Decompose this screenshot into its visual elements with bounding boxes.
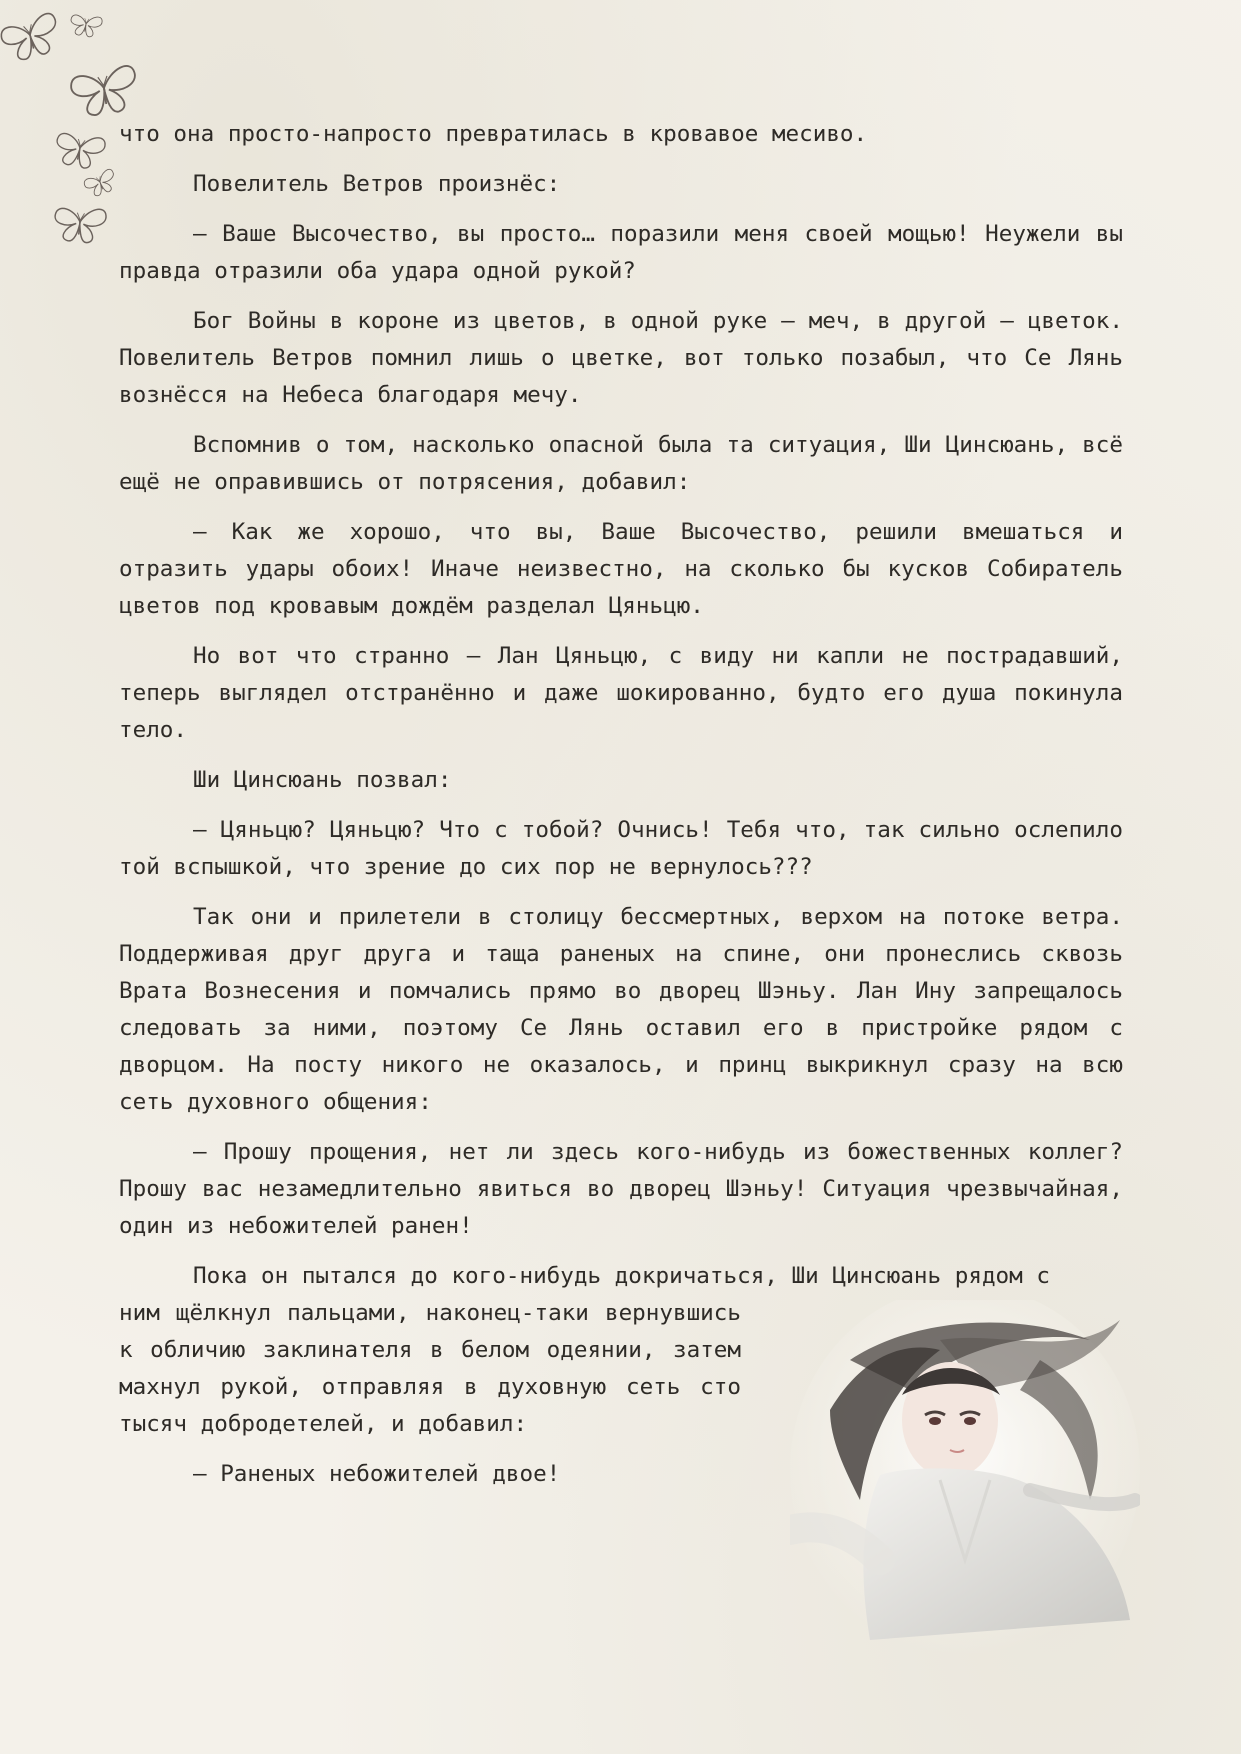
paragraph: Но вот что странно — Лан Цяньцю, с виду ни капли не пострадавший, теперь выглядел отстранённо и даже шокированно, будто его душа покинула тело. — [119, 643, 1123, 743]
paragraph: Бог Войны в короне из цветов, в одной руке — меч, в другой — цветок. Повелитель Ветров помнил лишь о цветке, вот только позабыл, что Се Лянь вознёсся на Небеса благодаря мечу. — [119, 308, 1123, 408]
paragraph: ним щёлкнул пальцами, наконец-таки вернувшись к обличию заклинателя в белом одеянии, затем махнул рукой, отправляя в духовную сеть сто тысяч добродетелей, и добавил: — [119, 1300, 741, 1437]
butterfly-icon — [53, 205, 107, 245]
paragraph: — Как же хорошо, что вы, Ваше Высочество, решили вмешаться и отразить удары обоих! Иначе неизвестно, на сколько бы кусков Собиратель цветов под кровавым дождём разделал Цяньцю. — [119, 519, 1123, 619]
body-text — [119, 116, 1123, 1506]
character-illustration — [790, 1300, 1140, 1660]
paragraph: — Ваше Высочество, вы просто… поразили меня своей мощью! Неужели вы правда отразили оба удара одной рукой? — [119, 221, 1123, 284]
butterfly-icon — [0, 12, 63, 64]
paragraph: Ши Цинсюань позвал: — [193, 767, 452, 793]
butterfly-icon — [82, 168, 118, 199]
butterfly-icon — [53, 129, 107, 171]
butterfly-icon — [69, 65, 139, 118]
paragraph: Вспомнив о том, насколько опасной была та ситуация, Ши Цинсюань, всё ещё не оправившись от потрясения, добавил: — [119, 432, 1123, 495]
butterfly-icon — [69, 12, 103, 38]
paragraph: — Раненых небожителей двое! — [193, 1461, 561, 1487]
paragraph: Так они и прилетели в столицу бессмертных, верхом на потоке ветра. Поддерживая друг друга и таща раненых на спине, они пронеслись сквозь Врата Вознесения и помчались прямо во дворец Шэньу. Лан Ину запрещалось следовать за ними, поэтому Се Лянь оставил его в пристройке рядом с дворцом. На посту никого не оказалось, и принц выкрикнул сразу на всю сеть духовного общения: — [119, 904, 1123, 1115]
paragraph: — Цяньцю? Цяньцю? Что с тобой? Очнись! Тебя что, так сильно ослепило той вспышкой, что зрение до сих пор не вернулось??? — [119, 817, 1123, 880]
paragraph: что она просто-напросто превратилась в кровавое месиво. — [119, 121, 868, 147]
paragraph: Пока он пытался до кого-нибудь докричаться, Ши Цинсюань рядом с — [193, 1263, 1050, 1289]
paragraph: — Прошу прощения, нет ли здесь кого-нибудь из божественных коллег? Прошу вас незамедлительно явиться во дворец Шэньу! Ситуация чрезвычайная, один из небожителей ранен! — [119, 1139, 1123, 1239]
paragraph: Повелитель Ветров произнёс: — [193, 171, 561, 197]
